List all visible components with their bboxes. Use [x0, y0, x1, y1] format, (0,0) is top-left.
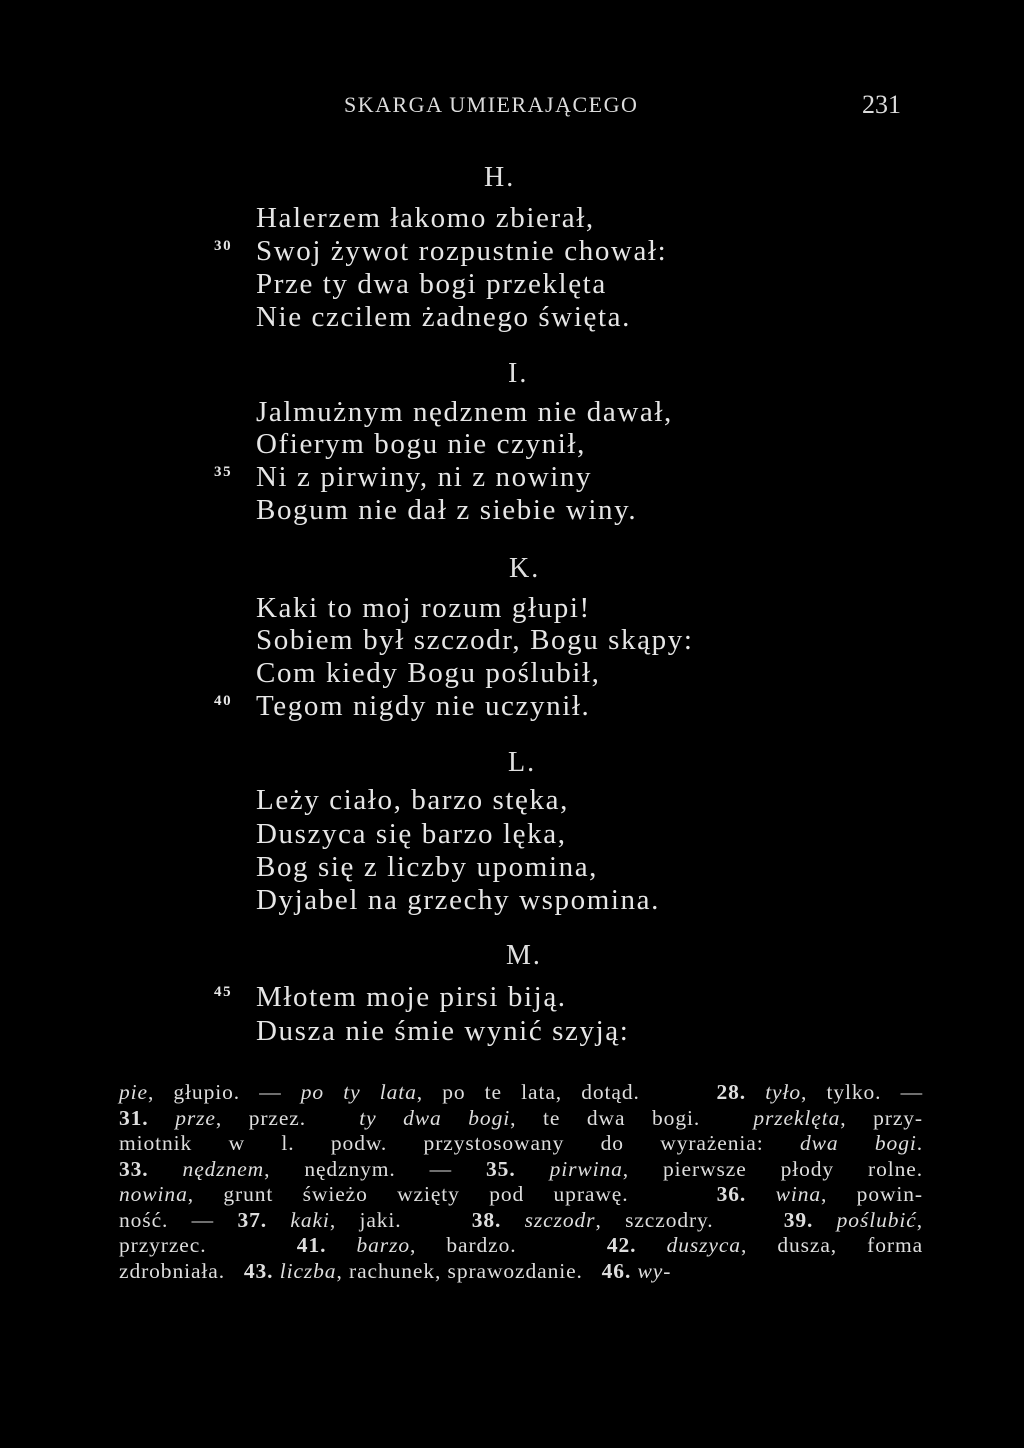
- footnote-text: [501, 1208, 524, 1232]
- section-letter: L.: [508, 747, 537, 778]
- footnote-text: , rachunek, sprawozdanie.: [336, 1258, 602, 1283]
- footnote-headword: nowina: [119, 1182, 188, 1206]
- footnote-text: przyrzec.: [119, 1233, 297, 1257]
- verse-line: Com kiedy Bogu poślubił,: [256, 657, 601, 689]
- footnote-number: 42.: [606, 1233, 637, 1257]
- verse-line: Nie czcilem żadnego święta.: [256, 301, 631, 333]
- line-number: 35: [214, 464, 233, 480]
- footnote-number: 41.: [296, 1233, 327, 1257]
- footnote-text: , bardzo.: [409, 1233, 607, 1257]
- verse-line: 45 Młotem moje pirsi biją.: [214, 981, 567, 1013]
- footnote-headword: tyło: [765, 1080, 802, 1104]
- footnote-text: , pierwsze płody rolne.: [622, 1156, 923, 1181]
- footnote-text: ,: [916, 1207, 923, 1232]
- footnote-text: [149, 1106, 176, 1130]
- verse-line: Dyjabel na grzechy wspomina.: [256, 884, 660, 916]
- footnote-line: [119, 1080, 923, 1106]
- footnote-number: 31.: [119, 1105, 149, 1130]
- footnote-number: 38.: [471, 1207, 502, 1232]
- footnote-text: [813, 1208, 836, 1232]
- footnote-number: 35.: [486, 1156, 516, 1181]
- section-letter: K.: [509, 553, 541, 584]
- footnotes: [119, 1080, 923, 1284]
- footnote-headword: ty dwa bogi: [359, 1105, 511, 1130]
- footnote-text: , po te lata, dotąd.: [416, 1080, 717, 1104]
- section-letter: M.: [506, 940, 542, 971]
- footnote-number: 46.: [601, 1258, 632, 1283]
- footnote-text: [267, 1208, 290, 1232]
- section-letter: H.: [484, 162, 516, 193]
- footnote-number: 36.: [716, 1182, 747, 1206]
- verse-line: Sobiem był szczodr, Bogu skąpy:: [256, 624, 694, 656]
- footnote-line: [119, 1131, 923, 1157]
- footnote-text: zdrobniała.: [119, 1258, 244, 1283]
- footnote-text: [516, 1157, 550, 1181]
- verse-line: 40 Tegom nigdy nie uczynił.: [214, 690, 591, 722]
- footnote-headword: poślubić: [836, 1207, 917, 1232]
- verse-line: 30 Swoj żywot rozpustnie chował:: [214, 235, 668, 267]
- footnote-headword: szczodr: [524, 1207, 596, 1232]
- footnote-headword: kaki: [290, 1207, 330, 1232]
- footnote-text: [326, 1233, 356, 1257]
- footnote-line: [119, 1157, 923, 1183]
- footnote-text: , grunt świeżo wzięty pod uprawę.: [187, 1182, 717, 1206]
- footnote-text: ność. —: [119, 1207, 238, 1232]
- footnote-text: [746, 1182, 775, 1206]
- footnote-text: , jaki.: [329, 1207, 472, 1232]
- footnote-line: [119, 1208, 923, 1234]
- footnote-text: miotnik w l. podw. przystosowany do wyrażenia:: [119, 1131, 800, 1155]
- verse-line: Bog się z liczby upomina,: [256, 851, 599, 883]
- footnote-text: , szczodry.: [595, 1207, 784, 1232]
- footnote-number: 33.: [119, 1156, 149, 1181]
- footnote-text: [149, 1157, 183, 1181]
- footnote-number: 39.: [783, 1207, 814, 1232]
- verse-line: 35 Ni z pirwiny, ni z nowiny: [214, 461, 593, 493]
- footnote-headword: prze: [175, 1105, 216, 1130]
- line-number: 45: [214, 984, 233, 1000]
- verse-line: Halerzem łakomo zbierał,: [256, 202, 595, 234]
- footnote-line: [119, 1233, 923, 1259]
- footnote-headword: pirwina: [549, 1156, 623, 1181]
- footnote-text: .: [916, 1131, 924, 1155]
- footnote-line: [119, 1182, 923, 1208]
- verse-line: Leży ciało, barzo stęka,: [256, 784, 569, 816]
- footnote-line: [119, 1259, 923, 1285]
- line-number: 40: [214, 693, 233, 709]
- footnote-text: , powin-: [821, 1182, 923, 1206]
- verse-line: Dusza nie śmie wynić szyją:: [256, 1015, 630, 1047]
- footnote-number: 37.: [237, 1207, 268, 1232]
- footnote-line: [119, 1106, 923, 1132]
- footnote-number: 43.: [243, 1258, 274, 1283]
- footnote-headword: duszyca: [666, 1233, 741, 1257]
- footnote-text: , tylko. —: [801, 1080, 924, 1104]
- footnote-text: , dusza, forma: [740, 1233, 924, 1257]
- verse-line: Bogum nie dał z siebie winy.: [256, 494, 638, 526]
- verse-line: Duszyca się barzo lęka,: [256, 818, 567, 850]
- footnote-headword: wy-: [637, 1258, 672, 1283]
- footnote-headword: liczba: [279, 1258, 337, 1283]
- footnote-text: [636, 1233, 666, 1257]
- footnote-headword: pie: [119, 1080, 148, 1104]
- footnote-text: , głupio. —: [147, 1080, 301, 1104]
- footnote-headword: dwa bogi: [799, 1131, 917, 1155]
- running-title: SKARGA UMIERAJĄCEGO: [344, 92, 639, 117]
- verse-line: Ofierym bogu nie czynił,: [256, 428, 586, 460]
- footnote-headword: przeklęta: [753, 1105, 841, 1130]
- verse-line: Jalmużnym nędznem nie dawał,: [256, 396, 673, 428]
- footnote-headword: nędznem: [182, 1156, 265, 1181]
- verse-line: Prze ty dwa bogi przeklęta: [256, 268, 607, 300]
- page-number: 231: [862, 90, 901, 119]
- footnote-text: , przy-: [840, 1105, 923, 1130]
- footnote-text: , te dwa bogi.: [510, 1105, 754, 1130]
- footnote-text: , przez.: [215, 1105, 360, 1130]
- section-letter: I.: [508, 358, 529, 389]
- footnote-text: [746, 1080, 765, 1104]
- footnote-headword: barzo: [356, 1233, 410, 1257]
- line-number: 30: [214, 238, 233, 254]
- verse-line: Kaki to moj rozum głupi!: [256, 592, 591, 624]
- footnote-number: 28.: [716, 1080, 747, 1104]
- footnote-headword: po ty lata: [300, 1080, 417, 1104]
- footnote-headword: wina: [775, 1182, 822, 1206]
- footnote-text: , nędznym. —: [264, 1156, 487, 1181]
